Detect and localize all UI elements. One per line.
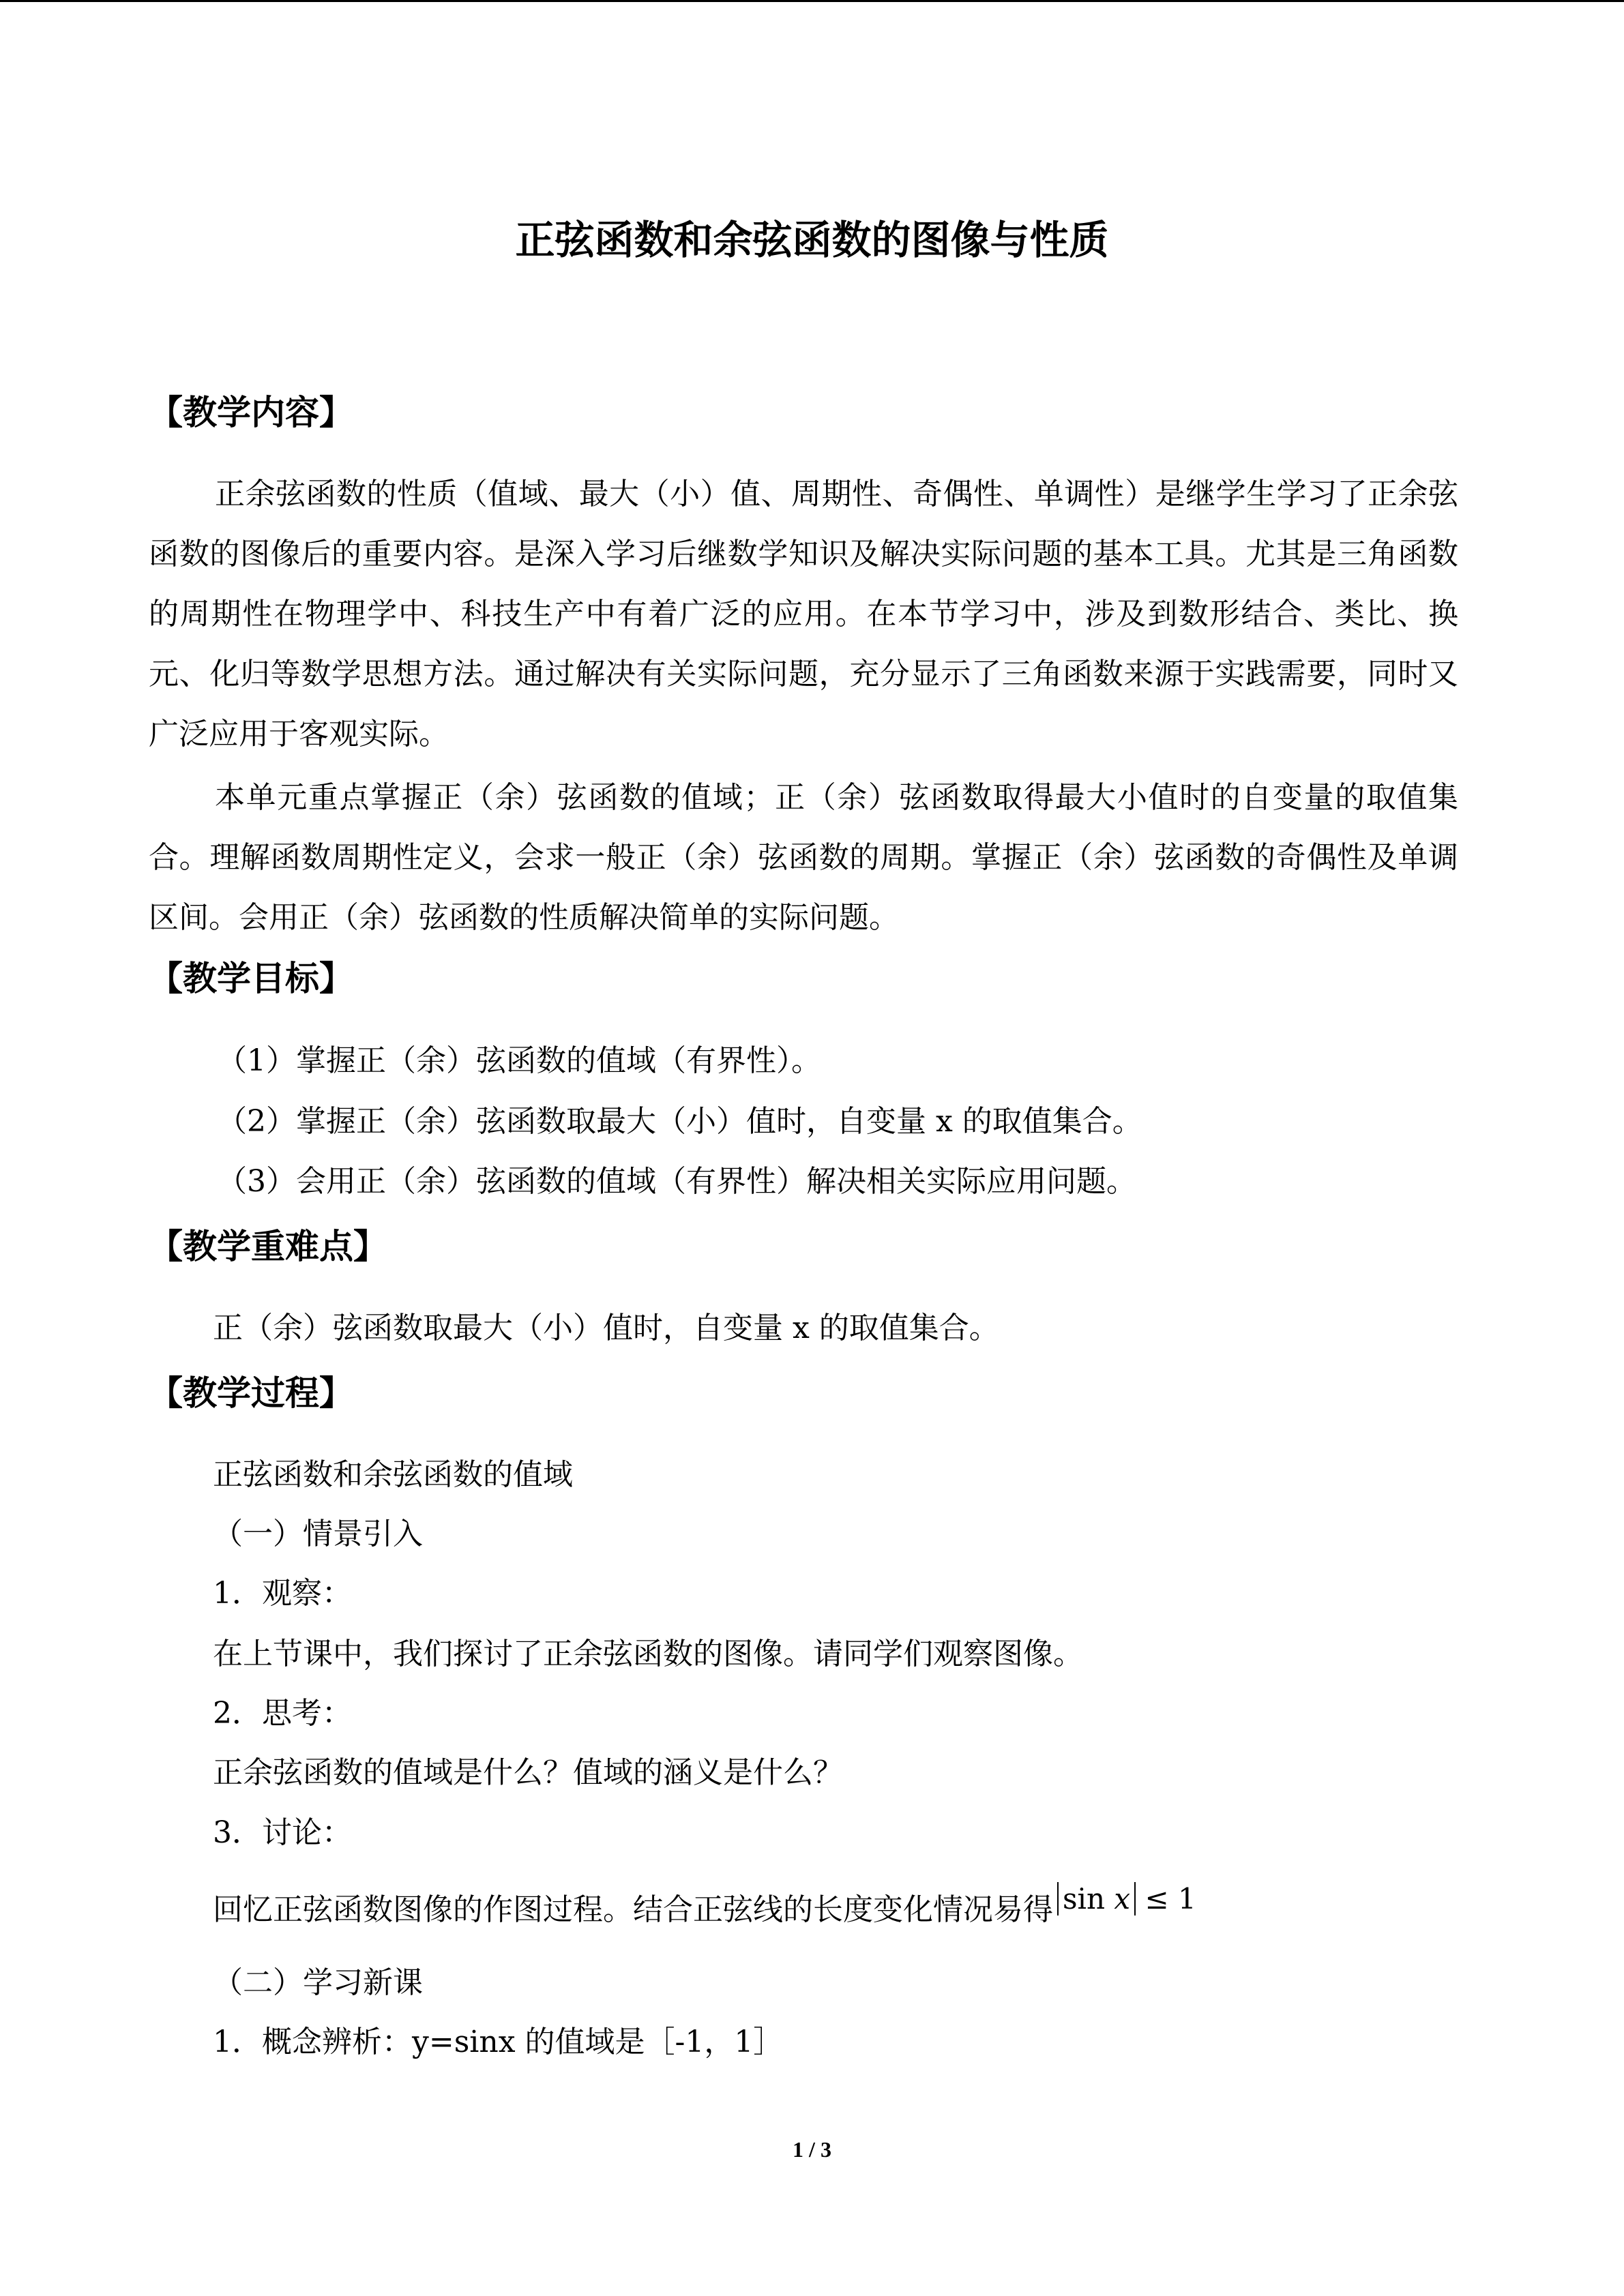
heading-teaching-content: 【教学内容】 [149, 393, 353, 432]
goal-item-1: （1）掌握正（余）弦函数的值域（有界性）。 [217, 1043, 821, 1078]
formula-sin: sin [1063, 1882, 1106, 1915]
paragraph-content-2: 本单元重点掌握正（余）弦函数的值域；正（余）弦函数取得最大小值时的自变量的取值集合。理解函数周期性定义，会求一般正（余）弦函数的周期。掌握正（余）弦函数的奇偶性及单调区间。会用正（余）弦函数的性质解决简单的实际问题。 [149, 780, 1458, 935]
process-line-8 [213, 1882, 1196, 1930]
heading-teaching-process: 【教学过程】 [149, 1373, 353, 1413]
process-line-1: 正弦函数和余弦函数的值域 [213, 1457, 573, 1492]
goal-item-3: （3）会用正（余）弦函数的值域（有界性）解决相关实际应用问题。 [217, 1164, 1136, 1199]
page-number: 1 / 3 [793, 2137, 831, 2162]
goal-item-2: （2）掌握正（余）弦函数取最大（小）值时，自变量 x 的取值集合。 [217, 1104, 1142, 1139]
key-points-text: 正（余）弦函数取最大（小）值时，自变量 x 的取值集合。 [213, 1311, 999, 1345]
document-title: 正弦函数和余弦函数的图像与性质 [515, 217, 1109, 263]
heading-key-points: 【教学重难点】 [149, 1227, 387, 1266]
process-line-5: 2．思考： [213, 1696, 352, 1731]
process-line-9: （二）学习新课 [213, 1965, 423, 2000]
formula-var: x [1114, 1882, 1131, 1915]
top-border [0, 0, 1624, 2]
formula-abs-bars [1057, 1882, 1136, 1915]
process-line-4: 在上节课中，我们探讨了正余弦函数的图像。请同学们观察图像。 [213, 1637, 1083, 1671]
formula-abs-sin-x [1057, 1882, 1196, 1915]
paragraph-content-1: 正余弦函数的性质（值域、最大（小）值、周期性、奇偶性、单调性）是继学生学习了正余弦函数的图像后的重要内容。是深入学习后继数学知识及解决实际问题的基本工具。尤其是三角函数的周期性在物理学中、科技生产中有着广泛的应用。在本节学习中，涉及到数形结合、类比、换元、化归等数学思想方法。通过解决有关实际问题，充分显示了三角函数来源于实践需要，同时又广泛应用于客观实际。 [149, 477, 1458, 751]
process-line-2: （一）情景引入 [213, 1517, 423, 1551]
process-line-8-text: 回忆正弦函数图像的作图过程。结合正弦线的长度变化情况易得 [213, 1892, 1053, 1927]
process-line-6: 正余弦函数的值域是什么？值域的涵义是什么？ [213, 1755, 843, 1790]
formula-relation: ≤ 1 [1145, 1882, 1196, 1915]
heading-teaching-goals: 【教学目标】 [149, 959, 353, 998]
process-line-7: 3．讨论： [213, 1815, 352, 1850]
process-line-3: 1．观察： [213, 1576, 352, 1611]
process-line-10: 1．概念辨析：y=sinx 的值域是［-1，1］ [213, 2025, 784, 2059]
